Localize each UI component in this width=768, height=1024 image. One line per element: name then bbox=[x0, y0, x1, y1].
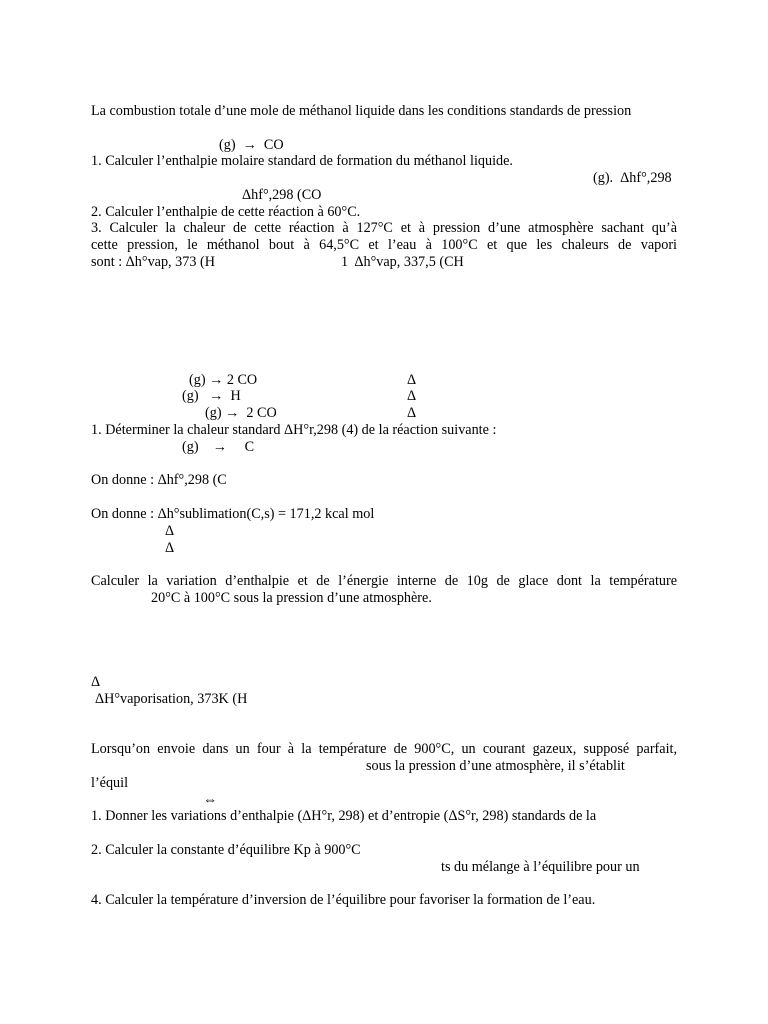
delta-symbol: Δ bbox=[407, 405, 417, 421]
delta-symbol: Δ bbox=[91, 674, 101, 690]
text-line: (g) → 2 CO bbox=[189, 372, 258, 388]
equilibrium-arrow: ⇔ bbox=[203, 792, 218, 808]
text-line: 4. Calculer la température d’inversion de l’équilibre pour favoriser la formation de l’eau. bbox=[91, 892, 596, 908]
text-line: 1 Δh°vap, 337,5 (CH bbox=[341, 254, 464, 270]
delta-symbol: Δ bbox=[165, 540, 175, 556]
text-line: Calculer la variation d’enthalpie et de l’énergie interne de 10g de glace dont la température bbox=[91, 573, 677, 589]
text-line: (g) → H bbox=[182, 388, 241, 404]
text-line: 1. Déterminer la chaleur standard ΔH°r,298 (4) de la réaction suivante : bbox=[91, 422, 497, 438]
text-line: cette pression, le méthanol bout à 64,5°C et l’eau à 100°C et que les chaleurs de vapori bbox=[91, 237, 677, 253]
delta-symbol: Δ bbox=[165, 523, 175, 539]
text-line: sont : Δh°vap, 373 (H bbox=[91, 254, 215, 270]
text-line: l’équil bbox=[91, 775, 129, 791]
text-line: La combustion totale d’une mole de méthanol liquide dans les conditions standards de pression bbox=[91, 103, 632, 119]
text-line: On donne : Δh°sublimation(C,s) = 171,2 kcal mol bbox=[91, 506, 375, 522]
text-line: Δhf°,298 (CO bbox=[242, 187, 322, 203]
delta-symbol: Δ bbox=[407, 388, 417, 404]
text-line: 1. Donner les variations d’enthalpie (ΔH°r, 298) et d’entropie (ΔS°r, 298) standards de la bbox=[91, 808, 597, 824]
text-line: (g). Δhf°,298 bbox=[593, 170, 672, 186]
text-line: 2. Calculer l’enthalpie de cette réaction à 60°C. bbox=[91, 204, 361, 220]
delta-symbol: Δ bbox=[407, 372, 417, 388]
text-line: (g) → C bbox=[182, 439, 255, 455]
text-line: 20°C à 100°C sous la pression d’une atmosphère. bbox=[151, 590, 432, 606]
text-line: sous la pression d’une atmosphère, il s’établit bbox=[366, 758, 625, 774]
text-line: 2. Calculer la constante d’équilibre Kp à 900°C bbox=[91, 842, 361, 858]
text-line: (g) → CO bbox=[219, 137, 284, 153]
text-line: ΔH°vaporisation, 373K (H bbox=[95, 691, 248, 707]
text-line: 3. Calculer la chaleur de cette réaction à 127°C et à pression d’une atmosphère sachant qu’à bbox=[91, 220, 677, 236]
text-line: 1. Calculer l’enthalpie molaire standard de formation du méthanol liquide. bbox=[91, 153, 513, 169]
text-line: On donne : Δhf°,298 (C bbox=[91, 472, 227, 488]
text-line: Lorsqu’on envoie dans un four à la température de 900°C, un courant gazeux, supposé parfait, bbox=[91, 741, 677, 757]
text-line: ts du mélange à l’équilibre pour un bbox=[441, 859, 640, 875]
text-line: (g) → 2 CO bbox=[205, 405, 277, 421]
